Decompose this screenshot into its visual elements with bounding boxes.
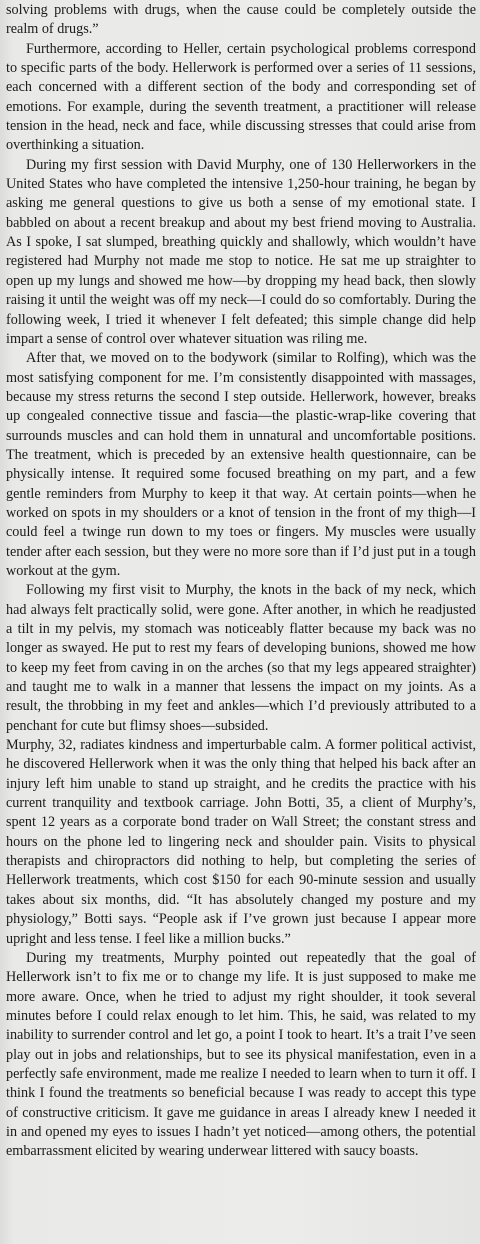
paragraph-heller-body-parts: Furthermore, according to Heller, certain psychological problems correspond to specific parts of the body. Hellerwork is performed over a series of 11 sessions, each concerned with a different section of the body and corresponding set of emotions. For example, during the seventh treatment, a practitioner will release tension in the head, neck and face, while discussing stresses that could arise from overthinking a situation. [6,40,476,154]
paragraph-bodywork: After that, we moved on to the bodywork (similar to Rolfing), which was the most satisfying component for me. I’m consistently disappointed with massages, because my stress returns the second I step outside. Hellerwork, however, breaks up congealed connective tissue and fascia—the plastic-wrap-like covering that surrounds muscles and can hold them in unnatural and uncomfortable positions. The treatment, which is preceded by an extensive health questionnaire, can be physically intense. It required some focused breathing on my part, and a few gentle reminders from Murphy to keep it that way. At certain points—when he worked on spots in my shoulders or a knot of tension in the front of my thigh—I could feel a twinge run down to my toes or fingers. My muscles were usually tender after each session, but they were no more sore than if I’d just put in a tough workout at the gym. [6,350,476,579]
paragraph-quote-continuation: solving problems with drugs, when the cause could be completely outside the realm of drugs.” [6,2,476,38]
paragraph-first-visit-results: Following my first visit to Murphy, the knots in the back of my neck, which had always felt practically solid, were gone. After another, in which he readjusted a tilt in my pelvis, my stomach was noticeably flatter because my back was no longer as swayed. He put to rest my fears of developing bunions, showed me how to keep my feet from caving in on the arches (so that my legs appeared straighter) and taught me to walk in a manner that lessens the impact on my joints. As a result, the throbbing in my feet and ankles—which I’d previously attributed to a penchant for cute but flimsy shoes—subsided. [6,582,476,734]
paragraph-first-session: During my first session with David Murphy, one of 130 Hellerworkers in the United States who have completed the intensive 1,250-hour training, he began by asking me general questions to give us both a sense of my emotional state. I babbled on about a recent breakup and about my best friend moving to Australia. As I spoke, I sat slumped, breathing quickly and shallowly, which wouldn’t have registered had Murphy not made me stop to notice. He sat me up straighter to open up my lungs and showed me how—by dropping my head back, then slowly raising it until the weight was off my neck—I could do so comfortably. During the following week, I tried it whenever I felt defeated; this simple change did help impart a sense of control over whatever situation was riling me. [6,156,476,347]
paragraph-treatments-awareness: During my treatments, Murphy pointed out repeatedly that the goal of Hellerwork isn’t to fix me or to change my life. It is just supposed to make me more aware. Once, when he tried to adjust my right shoulder, it took several minutes before I could relax enough to let him. This, he said, was related to my inability to surrender control and let go, a point I took to heart. It’s a trait I’ve seen play out in jobs and relationships, but to see its physical manifestation, even in a perfectly safe environment, made me realize I needed to learn when to turn it off. I think I found the treatments so beneficial because I was ready to accept this type of constructive criticism. It gave me guidance in areas I already knew I needed it in and opened my eyes to issues I hadn’t yet noticed—among others, the potential embarrassment elicited by wearing underwear littered with saucy boasts. [6,949,476,1160]
article-column [6,1,476,1162]
paragraph-murphy-profile: Murphy, 32, radiates kindness and imperturbable calm. A former political activist, he discovered Hellerwork when it was the only thing that helped his back after an injury left him unable to stand up straight, and he credits the practice with his current tranquility and textbook carriage. John Botti, 35, a client of Murphy’s, spent 12 years as a corporate bond trader on Wall Street; the constant stress and hours on the phone led to lingering neck and shoulder pain. Visits to physical therapists and chiropractors did nothing to help, but completing the series of Hellerwork treatments, which cost $150 for each 90-minute session and usually takes about six months, did. “It has absolutely changed my posture and my physiology,” Botti says. “People ask if I’ve grown just because I appear more upright and less tense. I feel like a million bucks.” [6,737,476,947]
